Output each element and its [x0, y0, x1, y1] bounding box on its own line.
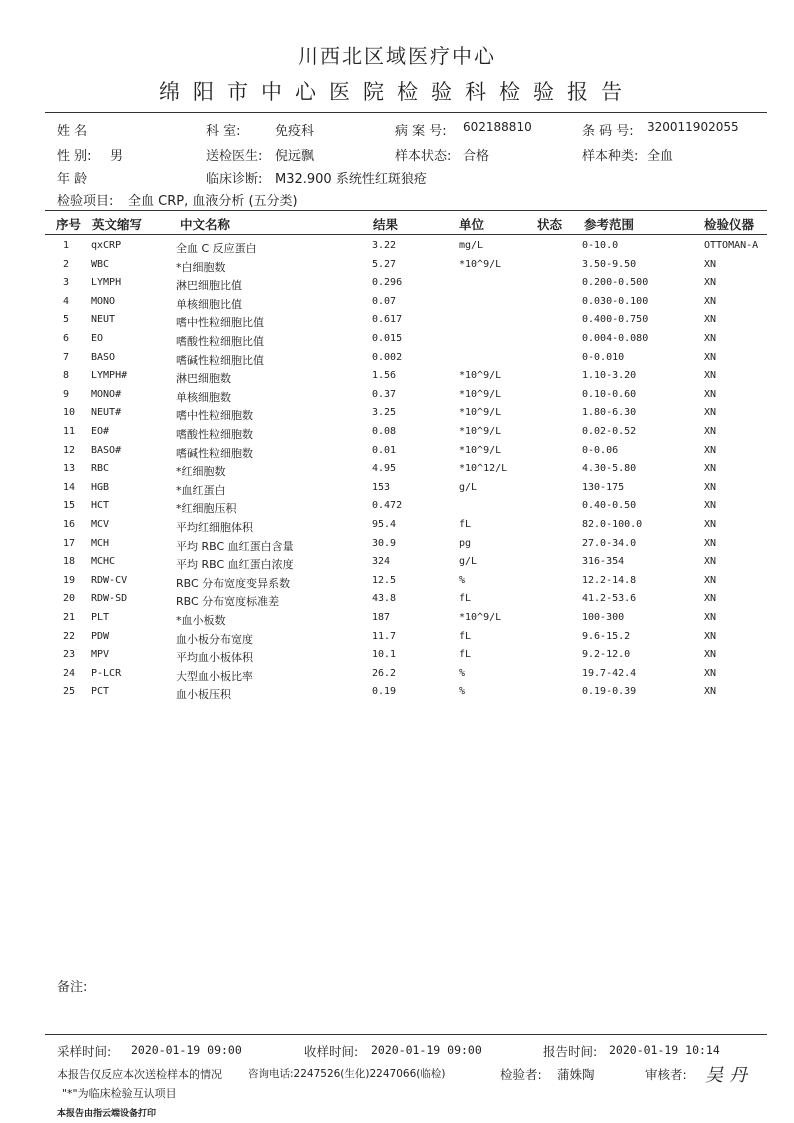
- cell-abbr: EO#: [91, 426, 110, 437]
- table-row: [0, 612, 794, 631]
- collect-time: 2020-01-19 09:00: [131, 1043, 242, 1057]
- cell-instrument: XN: [704, 537, 717, 549]
- cell-abbr: PCT: [91, 686, 110, 698]
- cell-ref: 0-10.0: [582, 240, 619, 251]
- cell-result: 95.4: [372, 519, 397, 530]
- cell-abbr: HCT: [91, 500, 110, 512]
- cell-no: 1: [63, 240, 70, 251]
- table-row: [0, 259, 794, 278]
- cell-result: 0.296: [372, 277, 403, 289]
- cell-no: 23: [63, 649, 76, 661]
- table-row: [0, 500, 794, 519]
- cell-abbr: RBC: [91, 463, 110, 475]
- table-row: [0, 352, 794, 371]
- cell-abbr: RDW-CV: [91, 574, 128, 586]
- cell-no: 8: [63, 370, 70, 382]
- cell-ref: 316-354: [582, 556, 625, 568]
- cell-result: 324: [372, 556, 391, 568]
- cell-ref: 0.004-0.080: [582, 333, 649, 344]
- cell-unit: %: [459, 686, 466, 698]
- table-row: [0, 686, 794, 705]
- cell-instrument: XN: [704, 407, 717, 419]
- cell-abbr: WBC: [91, 258, 110, 270]
- cell-result: 0.002: [372, 351, 403, 363]
- cell-ref: 0.10-0.60: [582, 388, 637, 400]
- sample-state-value: 合格: [463, 149, 490, 164]
- col-header-name: 中文名称: [180, 217, 231, 232]
- cell-no: 2: [63, 258, 70, 270]
- report-time: 2020-01-19 10:14: [609, 1043, 720, 1057]
- cell-instrument: XN: [704, 295, 717, 307]
- cell-name: *血红蛋白: [176, 483, 226, 497]
- cell-unit: fL: [459, 593, 472, 605]
- hospital-group-title: 川西北区域医疗中心: [298, 44, 496, 68]
- report-time-label: 报告时间:: [543, 1044, 598, 1059]
- age-label: 年 龄: [57, 172, 88, 187]
- table-row: [0, 668, 794, 687]
- cell-abbr: MONO#: [91, 388, 122, 400]
- cell-unit: *10^9/L: [459, 258, 502, 270]
- cell-name: 嗜酸性粒细胞数: [176, 428, 253, 441]
- sample-state-label: 样本状态:: [395, 149, 452, 164]
- cell-abbr: EO: [91, 333, 104, 344]
- footer-divider: [45, 1034, 767, 1035]
- table-row: [0, 445, 794, 464]
- cell-abbr: MONO: [91, 295, 116, 307]
- cell-name: RBC 分布宽度变异系数: [176, 576, 291, 590]
- cell-instrument: XN: [704, 314, 717, 326]
- cell-unit: pg: [459, 537, 472, 549]
- cell-result: 0.01: [372, 444, 397, 456]
- cell-name: 全血 C 反应蛋白: [176, 242, 257, 255]
- cell-name: 淋巴细胞数: [176, 372, 231, 386]
- table-row: [0, 649, 794, 668]
- name-label: 姓 名: [57, 124, 88, 139]
- cell-name: 平均 RBC 血红蛋白含量: [176, 539, 294, 553]
- table-row: [0, 277, 794, 296]
- sex-label: 性 别:: [57, 149, 92, 164]
- cell-instrument: XN: [704, 612, 717, 623]
- cell-no: 9: [63, 388, 70, 400]
- phone-text: 咨询电话:2247526(生化)2247066(临检): [248, 1068, 446, 1080]
- cell-result: 0.617: [372, 314, 403, 326]
- cell-ref: 0.200-0.500: [582, 277, 649, 289]
- cell-name: 嗜酸性粒细胞比值: [176, 335, 264, 348]
- tester-label: 检验者:: [500, 1067, 542, 1082]
- cell-no: 24: [63, 667, 76, 679]
- cell-abbr: BASO: [91, 351, 116, 363]
- doctor-value: 倪远飘: [275, 149, 315, 164]
- table-row: [0, 426, 794, 445]
- report-title: 绵阳市中心医院检验科检验报告: [159, 80, 635, 104]
- cell-abbr: P-LCR: [91, 667, 122, 679]
- cell-no: 22: [63, 630, 76, 642]
- col-header-instrument: 检验仪器: [704, 217, 755, 232]
- cell-instrument: XN: [704, 481, 717, 493]
- cell-name: 大型血小板比率: [176, 669, 253, 683]
- cell-name: 嗜中性粒细胞数: [176, 409, 253, 423]
- cell-ref: 12.2-14.8: [582, 574, 637, 586]
- cell-name: *红细胞数: [176, 465, 226, 479]
- print-note: 本报告由指云端设备打印: [57, 1109, 157, 1119]
- cell-instrument: XN: [704, 649, 717, 661]
- cell-instrument: XN: [704, 574, 717, 586]
- cell-ref: 9.2-12.0: [582, 649, 631, 661]
- reviewer-label: 审核者:: [645, 1067, 687, 1082]
- cell-ref: 4.30-5.80: [582, 463, 637, 475]
- cell-result: 43.8: [372, 593, 397, 605]
- cell-unit: %: [459, 667, 466, 679]
- cell-abbr: MPV: [91, 649, 110, 661]
- cell-no: 12: [63, 444, 76, 456]
- cell-instrument: XN: [704, 500, 717, 512]
- diagnosis-value: M32.900 系统性红斑狼疮: [275, 172, 427, 187]
- table-row: [0, 575, 794, 594]
- cell-result: 11.7: [372, 630, 397, 642]
- cell-name: 单核细胞比值: [176, 297, 242, 311]
- cell-ref: 9.6-15.2: [582, 630, 631, 642]
- cell-result: 12.5: [372, 574, 397, 586]
- cell-ref: 130-175: [582, 481, 625, 493]
- cell-name: 淋巴细胞比值: [176, 279, 242, 293]
- cell-instrument: XN: [704, 426, 717, 437]
- cell-unit: g/L: [459, 481, 478, 493]
- cell-no: 6: [63, 333, 70, 344]
- cell-instrument: OTTOMAN-A: [704, 240, 759, 251]
- cell-result: 5.27: [372, 258, 397, 270]
- table-row: [0, 240, 794, 259]
- cell-name: 平均红细胞体积: [176, 521, 253, 534]
- cell-ref: 1.80-6.30: [582, 407, 637, 419]
- cell-result: 0.015: [372, 333, 403, 344]
- cell-unit: *10^9/L: [459, 388, 502, 400]
- cell-name: 嗜碱性粒细胞比值: [176, 353, 264, 367]
- record-value: 602188810: [463, 120, 532, 134]
- cell-result: 0.37: [372, 388, 397, 400]
- cell-abbr: LYMPH: [91, 277, 122, 289]
- sample-type-label: 样本种类:: [582, 149, 639, 164]
- cell-abbr: BASO#: [91, 444, 122, 456]
- table-row: [0, 314, 794, 333]
- table-row: [0, 407, 794, 426]
- cell-name: 血小板压积: [176, 688, 231, 702]
- cell-result: 187: [372, 612, 391, 623]
- cell-no: 13: [63, 463, 76, 475]
- col-header-no: 序号: [56, 217, 82, 232]
- cell-name: 嗜碱性粒细胞数: [176, 446, 253, 460]
- sample-type-value: 全血: [647, 149, 674, 164]
- cell-abbr: HGB: [91, 481, 110, 493]
- cell-name: 嗜中性粒细胞比值: [176, 316, 264, 330]
- remarks-label: 备注:: [57, 980, 88, 995]
- cell-unit: fL: [459, 519, 472, 530]
- cell-ref: 3.50-9.50: [582, 258, 637, 270]
- cell-result: 10.1: [372, 649, 397, 661]
- cell-unit: *10^9/L: [459, 444, 502, 456]
- reviewer-signature: 吴丹: [705, 1065, 753, 1086]
- cell-unit: *10^9/L: [459, 407, 502, 419]
- disclaimer-text: 本报告仅反应本次送检样本的情况: [57, 1068, 222, 1081]
- test-items-label: 检验项目:: [57, 194, 114, 209]
- cell-abbr: MCH: [91, 537, 110, 549]
- cell-name: *红细胞压积: [176, 502, 237, 516]
- table-header-divider: [45, 234, 767, 235]
- cell-instrument: XN: [704, 463, 717, 475]
- sex-value: 男: [110, 149, 124, 164]
- cell-abbr: LYMPH#: [91, 370, 128, 382]
- collect-time-label: 采样时间:: [57, 1044, 112, 1059]
- cell-no: 20: [63, 593, 76, 605]
- cell-instrument: XN: [704, 258, 717, 270]
- cell-unit: *10^9/L: [459, 426, 502, 437]
- col-header-abbr: 英文缩写: [92, 217, 143, 232]
- cell-result: 26.2: [372, 667, 397, 679]
- cell-instrument: XN: [704, 556, 717, 568]
- cell-name: *白细胞数: [176, 260, 226, 274]
- table-row: [0, 519, 794, 538]
- table-row: [0, 463, 794, 482]
- cell-instrument: XN: [704, 277, 717, 289]
- cell-unit: mg/L: [459, 240, 484, 251]
- mutual-recognition-note: "*"为临床检验互认项目: [62, 1087, 177, 1100]
- cell-no: 19: [63, 574, 76, 586]
- cell-abbr: MCV: [91, 519, 110, 530]
- cell-name: 单核细胞数: [176, 390, 231, 404]
- receive-time: 2020-01-19 09:00: [371, 1043, 482, 1057]
- cell-ref: 0.030-0.100: [582, 295, 649, 307]
- cell-abbr: RDW-SD: [91, 593, 128, 605]
- table-row: [0, 482, 794, 501]
- receive-time-label: 收样时间:: [304, 1044, 359, 1059]
- cell-name: 平均血小板体积: [176, 651, 253, 665]
- cell-unit: fL: [459, 649, 472, 661]
- cell-unit: *10^9/L: [459, 370, 502, 382]
- cell-no: 3: [63, 277, 70, 289]
- cell-ref: 100-300: [582, 612, 625, 623]
- cell-no: 25: [63, 686, 76, 698]
- cell-ref: 0.400-0.750: [582, 314, 649, 326]
- cell-no: 18: [63, 556, 76, 568]
- cell-unit: fL: [459, 630, 472, 642]
- cell-unit: *10^12/L: [459, 463, 508, 475]
- table-row: [0, 556, 794, 575]
- table-row: [0, 631, 794, 650]
- cell-name: RBC 分布宽度标准差: [176, 595, 280, 609]
- col-header-ref: 参考范围: [584, 217, 635, 232]
- cell-no: 14: [63, 481, 76, 493]
- cell-instrument: XN: [704, 630, 717, 642]
- cell-ref: 82.0-100.0: [582, 519, 643, 530]
- tester-name: 蒲姝陶: [557, 1067, 595, 1082]
- info-divider: [45, 210, 767, 211]
- cell-name: *血小板数: [176, 614, 226, 627]
- cell-abbr: NEUT: [91, 314, 116, 326]
- cell-instrument: XN: [704, 686, 717, 698]
- cell-name: 血小板分布宽度: [176, 632, 253, 646]
- cell-abbr: qxCRP: [91, 240, 122, 251]
- cell-result: 3.22: [372, 240, 397, 251]
- cell-no: 5: [63, 314, 70, 326]
- department-label: 科 室:: [206, 124, 241, 139]
- cell-no: 11: [63, 426, 76, 437]
- cell-instrument: XN: [704, 667, 717, 679]
- table-row: [0, 593, 794, 612]
- cell-instrument: XN: [704, 370, 717, 382]
- barcode-label: 条 码 号:: [582, 124, 634, 139]
- table-row: [0, 296, 794, 315]
- table-row: [0, 389, 794, 408]
- cell-instrument: XN: [704, 444, 717, 456]
- cell-ref: 19.7-42.4: [582, 667, 637, 679]
- cell-result: 0.07: [372, 295, 397, 307]
- table-row: [0, 370, 794, 389]
- cell-abbr: MCHC: [91, 556, 116, 568]
- cell-ref: 0-0.010: [582, 351, 625, 363]
- cell-ref: 1.10-3.20: [582, 370, 637, 382]
- cell-ref: 41.2-53.6: [582, 593, 637, 605]
- cell-result: 0.19: [372, 686, 397, 698]
- diagnosis-label: 临床诊断:: [206, 172, 263, 187]
- department-value: 免疫科: [275, 124, 315, 139]
- cell-no: 21: [63, 612, 76, 623]
- cell-result: 4.95: [372, 463, 397, 475]
- cell-abbr: PDW: [91, 630, 110, 642]
- cell-abbr: PLT: [91, 612, 110, 623]
- header-divider: [45, 112, 767, 113]
- cell-ref: 0.02-0.52: [582, 426, 637, 437]
- col-header-result: 结果: [373, 217, 399, 232]
- cell-result: 1.56: [372, 370, 397, 382]
- doctor-label: 送检医生:: [206, 149, 263, 164]
- record-label: 病 案 号:: [395, 124, 447, 139]
- cell-instrument: XN: [704, 333, 717, 344]
- cell-ref: 0.40-0.50: [582, 500, 637, 512]
- cell-result: 30.9: [372, 537, 397, 549]
- cell-no: 16: [63, 519, 76, 530]
- cell-unit: %: [459, 574, 466, 586]
- cell-unit: g/L: [459, 556, 478, 568]
- cell-ref: 27.0-34.0: [582, 537, 637, 549]
- col-header-unit: 单位: [459, 217, 485, 232]
- cell-unit: *10^9/L: [459, 612, 502, 623]
- cell-instrument: XN: [704, 593, 717, 605]
- cell-name: 平均 RBC 血红蛋白浓度: [176, 558, 294, 572]
- barcode-value: 320011902055: [647, 120, 739, 134]
- cell-instrument: XN: [704, 388, 717, 400]
- cell-no: 17: [63, 537, 76, 549]
- cell-instrument: XN: [704, 519, 717, 530]
- cell-ref: 0-0.06: [582, 444, 619, 456]
- table-row: [0, 333, 794, 352]
- cell-no: 4: [63, 295, 70, 307]
- cell-result: 0.08: [372, 426, 397, 437]
- test-items-value: 全血 CRP, 血液分析 (五分类): [128, 194, 298, 209]
- cell-no: 7: [63, 351, 70, 363]
- cell-result: 0.472: [372, 500, 403, 512]
- cell-abbr: NEUT#: [91, 407, 122, 419]
- table-row: [0, 538, 794, 557]
- cell-result: 3.25: [372, 407, 397, 419]
- cell-no: 10: [63, 407, 76, 419]
- col-header-status: 状态: [537, 217, 563, 232]
- cell-no: 15: [63, 500, 76, 512]
- cell-ref: 0.19-0.39: [582, 686, 637, 698]
- cell-result: 153: [372, 481, 391, 493]
- cell-instrument: XN: [704, 351, 717, 363]
